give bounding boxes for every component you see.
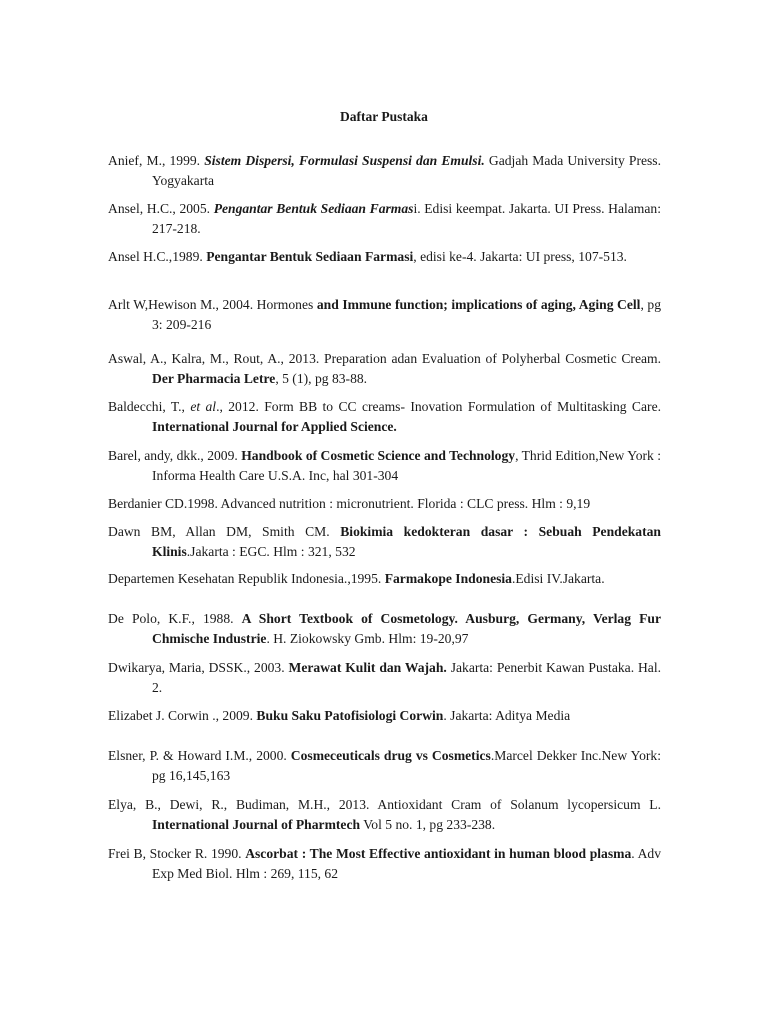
reference-text: Elya, B., Dewi, R., Budiman, M.H., 2013. Antioxidant Cram of Solanum lycopersicum L. — [108, 797, 661, 812]
reference-entry — [108, 658, 661, 698]
reference-title: Buku Saku Patofisiologi Corwin — [256, 708, 444, 723]
reference-entry — [108, 151, 661, 191]
reference-text: Frei B, Stocker R. 1990. — [108, 846, 246, 861]
reference-text: Baldecchi, T., — [108, 399, 191, 414]
reference-text: Aswal, A., Kalra, M., Rout, A., 2013. Preparation adan Evaluation of Polyherbal Cosmetic Cream. — [108, 351, 661, 366]
reference-title-wrapper — [204, 153, 485, 168]
reference-entry — [108, 397, 661, 437]
reference-text: Barel, andy, dkk., 2009. — [108, 448, 242, 463]
reference-text: .Marcel Dekker Inc.New York: pg 16,145,163 — [152, 748, 661, 783]
reference-entry — [108, 746, 661, 786]
reference-text: .Edisi IV.Jakarta. — [511, 571, 605, 586]
reference-entry — [108, 494, 661, 514]
reference-entry — [108, 522, 661, 562]
reference-text: . H. Ziokowsky Gmb. Hlm: 19-20,97 — [266, 631, 469, 646]
reference-text: , edisi ke-4. Jakarta: UI press, 107-513. — [413, 249, 627, 264]
reference-text: Arlt W,Hewison M., 2004. Hormones — [108, 297, 317, 312]
reference-text: Anief, M., 1999. — [108, 153, 205, 168]
reference-text: Ansel H.C.,1989. — [108, 249, 207, 264]
reference-title-wrapper — [214, 201, 414, 216]
reference-entry — [108, 795, 661, 835]
reference-text: Jakarta: Penerbit Kawan Pustaka. Hal. 2. — [152, 660, 661, 695]
reference-title: Ascorbat : The Most Effective antioxidant in human blood plasma — [245, 846, 632, 861]
reference-text: . Adv Exp Med Biol. Hlm : 269, 115, 62 — [152, 846, 661, 881]
reference-title: et al — [190, 399, 217, 414]
reference-text: ., 2012. Form BB to CC creams- Inovation Formulation of Multitasking Care. — [216, 399, 661, 414]
reference-text: . Jakarta: Aditya Media — [443, 708, 571, 723]
reference-title: Handbook of Cosmetic Science and Technology — [241, 448, 516, 463]
reference-title: A Short Textbook of Cosmetology. Ausburg, Germany, Verlag Fur Chmische Industrie — [152, 611, 662, 646]
reference-text: Dwikarya, Maria, DSSK., 2003. — [108, 660, 289, 675]
reference-text: Elizabet J. Corwin ., 2009. — [108, 708, 257, 723]
reference-text: De Polo, K.F., 1988. — [108, 611, 242, 626]
reference-text: Berdanier CD.1998. Advanced nutrition : micronutrient. Florida : CLC press. Hlm : 9,19 — [108, 496, 591, 511]
reference-text: Dawn BM, Allan DM, Smith CM. — [108, 524, 341, 539]
reference-title: Farmakope Indonesia — [384, 571, 512, 586]
reference-text: Gadjah Mada University Press. Yogyakarta — [152, 153, 661, 188]
reference-text: , Thrid Edition,New York : Informa Health Care U.S.A. Inc, hal 301-304 — [152, 448, 661, 483]
reference-entry — [108, 247, 661, 267]
reference-entry — [108, 446, 661, 486]
reference-text: Vol 5 no. 1, pg 233-238. — [360, 817, 496, 832]
reference-title: Pengantar Bentuk Sediaan Farmasi — [206, 249, 414, 264]
reference-text: Elsner, P. & Howard I.M., 2000. — [108, 748, 291, 763]
reference-title: Der Pharmacia Letre — [152, 371, 276, 386]
reference-text: Ansel, H.C., 2005. — [108, 201, 214, 216]
reference-text: , pg 3: 209-216 — [152, 297, 661, 332]
reference-title: Biokimia kedokteran dasar : Sebuah Pendekatan Klinis — [152, 524, 661, 559]
reference-title: Pengantar Bentuk Sediaan Farmas — [213, 201, 414, 216]
page-title: Daftar Pustaka — [340, 109, 428, 124]
reference-title: Cosmeceuticals drug vs Cosmetics — [290, 748, 491, 763]
reference-text: i. Edisi keempat. Jakarta. UI Press. Halaman: 217-218. — [152, 201, 661, 236]
reference-text: Departemen Kesehatan Republik Indonesia.,1995. — [108, 571, 385, 586]
reference-entry — [108, 706, 661, 726]
reference-entry — [108, 295, 661, 335]
reference-entry — [108, 199, 661, 239]
reference-entry — [108, 569, 661, 589]
reference-entry — [108, 349, 661, 389]
reference-text: , 5 (1), pg 83-88. — [275, 371, 368, 386]
reference-text: .Jakarta : EGC. Hlm : 321, 532 — [186, 544, 356, 559]
reference-entry — [108, 844, 661, 884]
reference-title: and Immune function; implications of aging, Aging Cell — [316, 297, 641, 312]
reference-title: International Journal for Applied Science. — [152, 419, 397, 434]
reference-title: Merawat Kulit dan Wajah. — [288, 660, 447, 675]
reference-entry — [108, 609, 661, 649]
reference-title: Sistem Dispersi, Formulasi Suspensi dan Emulsi. — [204, 153, 485, 168]
reference-title: International Journal of Pharmtech — [152, 817, 361, 832]
